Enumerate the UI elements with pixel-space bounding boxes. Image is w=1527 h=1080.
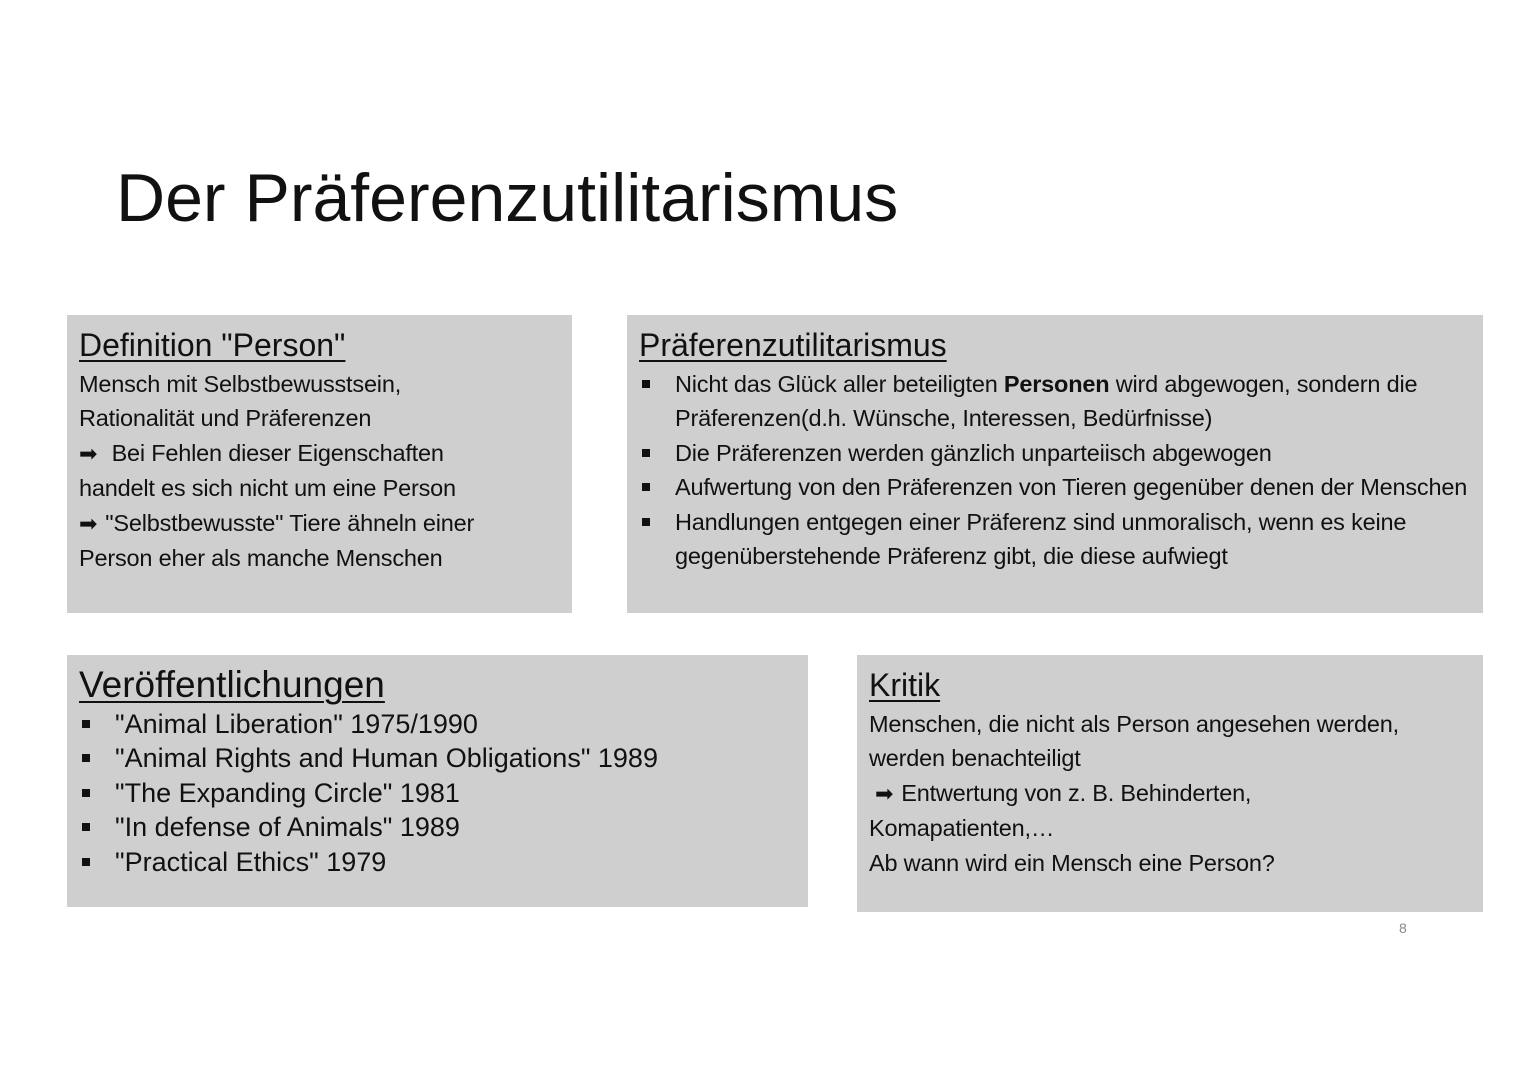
definition-heading: Definition "Person": [79, 327, 346, 363]
item-text: wird abgewogen, sondern die Präferenzen(d.h. Wünsche, Interessen, Bedürfnisse): [675, 371, 1418, 432]
list-item: "Practical Ethics" 1979: [79, 845, 796, 879]
definition-text: Person eher als manche Menschen: [79, 545, 443, 572]
arrow-right-icon: ➡: [79, 440, 98, 466]
list-item: "Animal Rights and Human Obligations" 1989: [79, 741, 796, 775]
arrow-right-icon: ➡: [875, 780, 894, 806]
praeferenz-box: [627, 315, 1483, 613]
list-item: Aufwertung von den Präferenzen von Tieren gegenüber denen der Menschen: [639, 470, 1471, 504]
kritik-heading: Kritik: [869, 667, 941, 703]
kritik-text: Menschen, die nicht als Person angesehen werden,: [869, 711, 1399, 737]
definition-text: Bei Fehlen dieser Eigenschaften: [111, 439, 444, 466]
list-item: "The Expanding Circle" 1981: [79, 776, 796, 810]
definition-text: Rationalität und Präferenzen: [79, 405, 372, 432]
definition-text: "Selbstbewusste" Tiere ähneln einer: [105, 509, 475, 536]
item-bold-text: Personen: [1003, 371, 1110, 397]
list-item: "Animal Liberation" 1975/1990: [79, 707, 796, 741]
list-item: "In defense of Animals" 1989: [79, 810, 796, 844]
definition-box: [67, 315, 572, 613]
kritik-text: Entwertung von z. B. Behinderten,: [901, 779, 1252, 806]
list-item: Handlungen entgegen einer Präferenz sind unmoralisch, wenn es keine gegenüberstehende Präferenz gibt, die diese aufwiegt: [639, 505, 1471, 574]
kritik-text: Komapatienten,…: [869, 815, 1055, 842]
publications-box: [67, 655, 808, 907]
slide-title: Der Präferenzutilitarismus: [116, 160, 899, 236]
kritik-box: [857, 655, 1483, 912]
definition-text: Mensch mit Selbstbewusstsein,: [79, 371, 402, 397]
praeferenz-heading: Präferenzutilitarismus: [639, 327, 947, 363]
page-number: 8: [1399, 920, 1407, 936]
item-text: Nicht das Glück aller beteiligten: [675, 371, 1004, 397]
kritik-text: Ab wann wird ein Mensch eine Person?: [869, 849, 1275, 876]
kritik-text: werden benachteiligt: [869, 745, 1081, 772]
definition-text: handelt es sich nicht um eine Person: [79, 475, 456, 502]
publications-heading: Veröffentlichungen: [79, 664, 385, 705]
list-item: [639, 367, 1471, 436]
arrow-right-icon: ➡: [79, 510, 98, 536]
list-item: Die Präferenzen werden gänzlich unparteiisch abgewogen: [639, 436, 1471, 470]
